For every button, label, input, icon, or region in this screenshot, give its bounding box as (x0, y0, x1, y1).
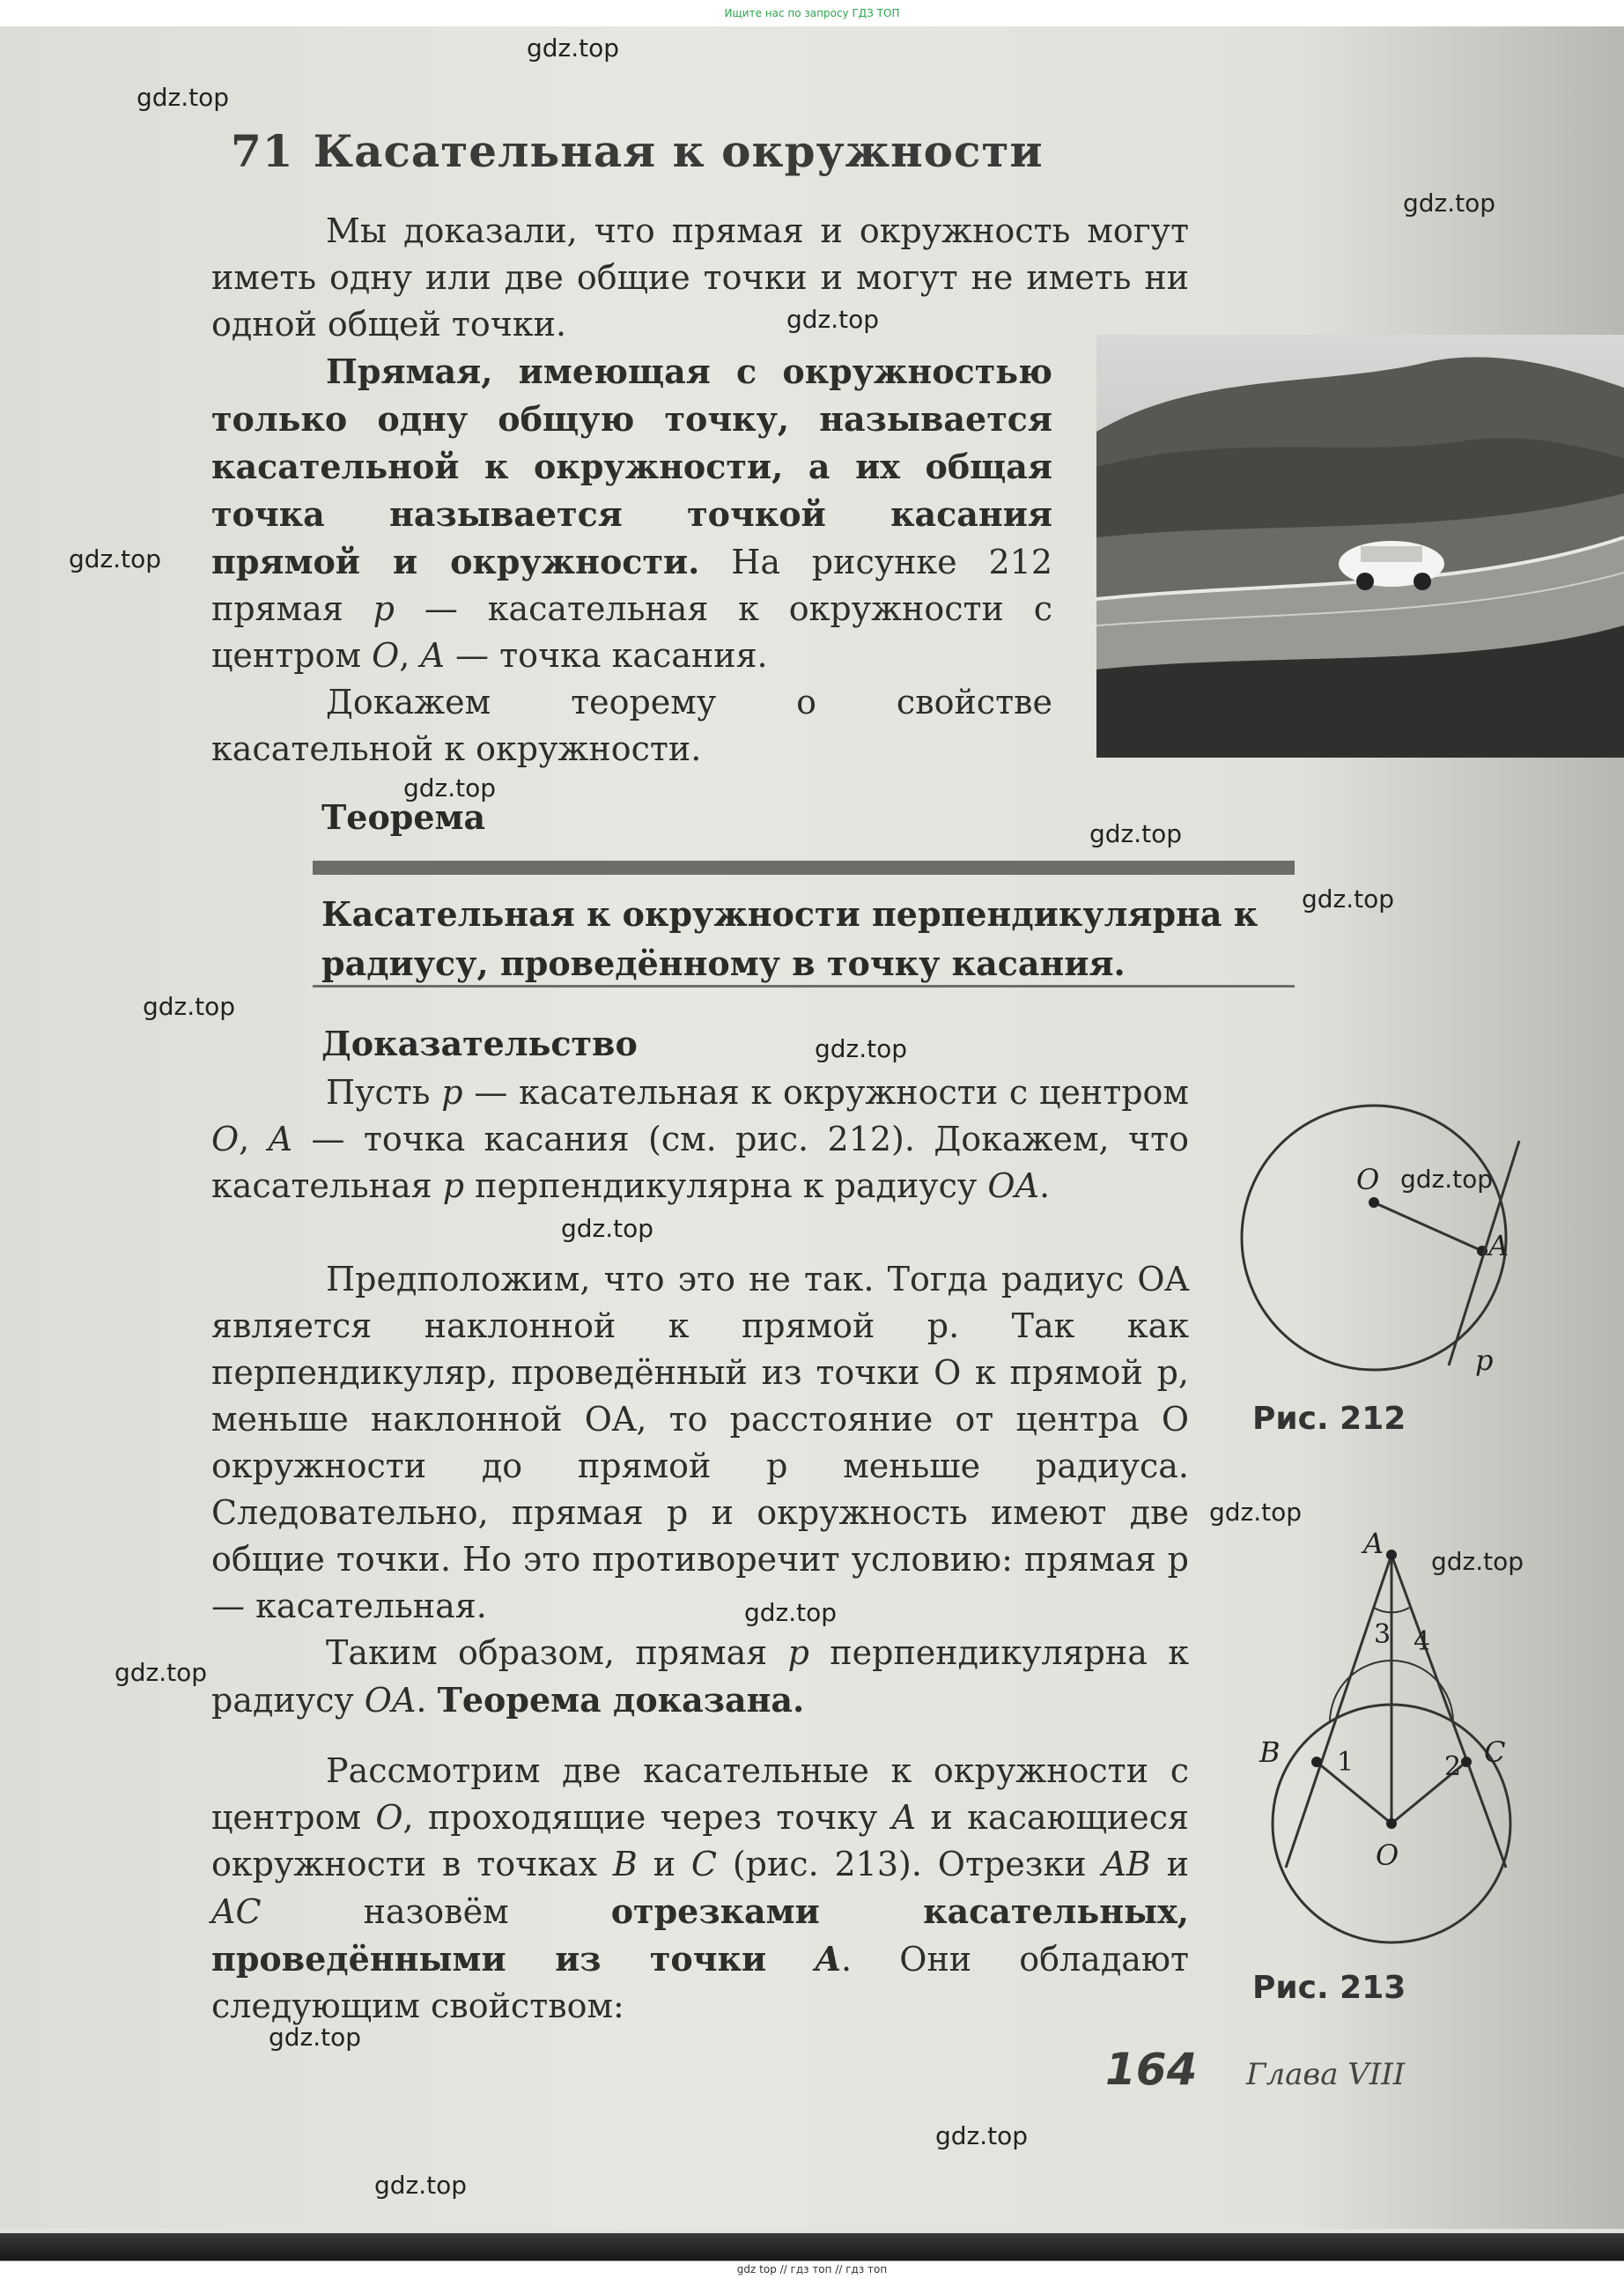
text-run: . (1038, 1166, 1051, 1205)
math-var: A (268, 1120, 293, 1158)
text-run: — касательная к окружности с центром (462, 1073, 1189, 1112)
math-var: p (441, 1073, 463, 1112)
label-O: O (1356, 1163, 1380, 1196)
figure-213-caption: Рис. 213 (1252, 1970, 1406, 2006)
text-run: , (239, 1120, 269, 1158)
watermark[interactable]: gdz.top (1302, 884, 1395, 914)
text-run: Пусть (326, 1073, 442, 1112)
angle-3: 3 (1374, 1619, 1391, 1650)
text-run: — точка касания (см. рис. 212). Докажем, что касательная (211, 1120, 1189, 1205)
figure-212-caption: Рис. 212 (1252, 1401, 1406, 1437)
math-var: O (211, 1120, 240, 1158)
point-O (1386, 1818, 1397, 1829)
text-run: — точка касания. (444, 636, 768, 675)
paragraph-3: Докажем теорему о свойстве касательной к окружности. (211, 683, 1052, 768)
proof-block-2 (211, 1256, 1189, 1724)
math-var: A (891, 1798, 917, 1837)
watermark[interactable]: gdz.top (1209, 1498, 1303, 1527)
road-photo (1096, 335, 1624, 758)
figure-213 (1233, 1520, 1532, 1965)
label-C: C (1484, 1735, 1506, 1769)
math-var: B (612, 1845, 638, 1883)
angle-4: 4 (1414, 1626, 1431, 1657)
watermark[interactable]: gdz.top (1400, 1165, 1494, 1194)
proof-label: Доказательство (321, 1024, 638, 1063)
label-A: A (1363, 1527, 1384, 1560)
text-run: и (1150, 1845, 1189, 1883)
text-run: — касательная к окружности с центром (211, 589, 1053, 675)
paragraph-2 (211, 348, 1052, 679)
math-var: C (690, 1845, 717, 1883)
watermark[interactable]: gdz.top (744, 1598, 838, 1627)
math-var: AC (211, 1892, 262, 1931)
page-number: 164 (1105, 2044, 1198, 2095)
proof-step-1 (211, 1069, 1189, 1210)
point-C (1461, 1757, 1472, 1767)
math-var: p (373, 589, 395, 628)
watermark[interactable]: gdz.top (374, 2171, 468, 2200)
text-run: . Они обладают следующим свойством: (211, 1940, 1189, 2025)
math-var: A (815, 1939, 842, 1979)
tangent-segments-paragraph (211, 1748, 1189, 2030)
watermark[interactable]: gdz.top (786, 305, 880, 334)
text-run: (рис. 213). Отрезки (716, 1845, 1103, 1883)
label-p: p (1475, 1343, 1494, 1377)
paragraph-tangent-segments (211, 1748, 1189, 2030)
theorem-divider (313, 985, 1295, 988)
radius-OB (1317, 1762, 1391, 1824)
angle-1: 1 (1337, 1747, 1355, 1778)
theorem-divider (313, 861, 1295, 875)
text-run: и (637, 1845, 691, 1883)
label-O: O (1376, 1839, 1399, 1872)
theorem-statement: Касательная к окружности перпендикулярна к радиусу, проведённому в точку касания. (321, 894, 1259, 983)
circle (1242, 1106, 1506, 1370)
tangent-AC (1391, 1555, 1506, 1868)
math-var: OA (987, 1166, 1039, 1205)
proof-step-2: Предположим, что это не так. Тогда радиус OA является наклонной к прямой p. Так как перпендикуляр, проведённый из точки O к прямой p, меньше наклонной OA, то расстояние от центра O окружности до прямой p меньше радиуса. Следовательно, прямая p и окружность имеют две общие точки. Но это противоречит условию: прямая p — касательная. (211, 1260, 1189, 1625)
text-run: Таким образом, прямая (326, 1633, 788, 1672)
math-var: OA (364, 1681, 417, 1720)
proof-end: Теорема доказана. (437, 1680, 805, 1720)
proof-block (211, 1069, 1189, 1210)
section-number: 71 (231, 125, 294, 177)
text-run: На рисунке 212 прямая (211, 543, 1053, 628)
top-banner[interactable]: Ищите нас по запросу ГДЗ ТОП (0, 0, 1624, 26)
text-run: перпендикулярна к радиусу (211, 1633, 1189, 1720)
watermark[interactable]: gdz.top (561, 1214, 654, 1243)
point-B (1311, 1757, 1322, 1767)
definition-text: Прямая, имеющая с окружностью только одну общую точку, называется касательной к окружности, а их общая точка называется точкой касания прямой и окружности. (211, 351, 1052, 581)
section-heading (231, 125, 1044, 177)
text-run: , (399, 636, 421, 675)
label-B: B (1259, 1735, 1281, 1769)
watermark[interactable]: gdz.top (143, 992, 236, 1021)
watermark[interactable]: gdz.top (815, 1034, 908, 1063)
text-run: , проходящие через точку (402, 1798, 892, 1837)
watermark[interactable]: gdz.top (69, 544, 162, 573)
bottom-banner[interactable]: gdz top // гдз топ // гдз топ (736, 2263, 888, 2275)
watermark[interactable]: gdz.top (935, 2121, 1029, 2150)
point-O (1369, 1197, 1379, 1208)
definition-paragraph (211, 348, 1052, 773)
math-var: AB (1102, 1845, 1151, 1883)
bottom-bar (0, 2233, 1624, 2279)
text-run: назовём (261, 1892, 611, 1931)
math-var: p (442, 1166, 465, 1205)
chapter-label: Глава VIII (1246, 2057, 1406, 2092)
paragraph-1: Мы доказали, что прямая и окружность могут иметь одну или две общие точки и могут не иметь ни одной общей точки. (211, 211, 1189, 344)
watermark[interactable]: gdz.top (1403, 189, 1496, 218)
watermark[interactable]: gdz.top (137, 83, 230, 112)
tangent-AB (1286, 1555, 1391, 1868)
intro-paragraph (211, 208, 1189, 348)
math-var: O (375, 1798, 403, 1837)
watermark[interactable]: gdz.top (269, 2023, 362, 2052)
theorem-label: Теорема (321, 797, 486, 837)
watermark[interactable]: gdz.top (527, 33, 620, 63)
label-A: A (1488, 1229, 1510, 1262)
text-run: Рассмотрим две касательные к окружности с центром (211, 1751, 1189, 1837)
text-run: . (416, 1681, 438, 1720)
text-run: перпендикулярна к радиусу (464, 1166, 988, 1205)
angle-2: 2 (1444, 1751, 1462, 1782)
watermark[interactable]: gdz.top (1089, 819, 1183, 848)
point-A (1386, 1550, 1397, 1560)
watermark[interactable]: gdz.top (1431, 1547, 1524, 1576)
math-var: A (420, 636, 445, 675)
text-run: и касающиеся окружности в точках (211, 1798, 1189, 1883)
math-var: p (787, 1633, 809, 1672)
watermark[interactable]: gdz.top (403, 773, 497, 803)
math-var: O (372, 636, 400, 675)
term-bold: отрезками касательных, проведёнными из точки (211, 1891, 1189, 1979)
watermark[interactable]: gdz.top (114, 1658, 208, 1687)
proof-step-3 (211, 1630, 1189, 1724)
section-title: Касательная к окружности (313, 125, 1044, 177)
radius-OA (1374, 1202, 1482, 1251)
figure-212 (1233, 1101, 1524, 1392)
